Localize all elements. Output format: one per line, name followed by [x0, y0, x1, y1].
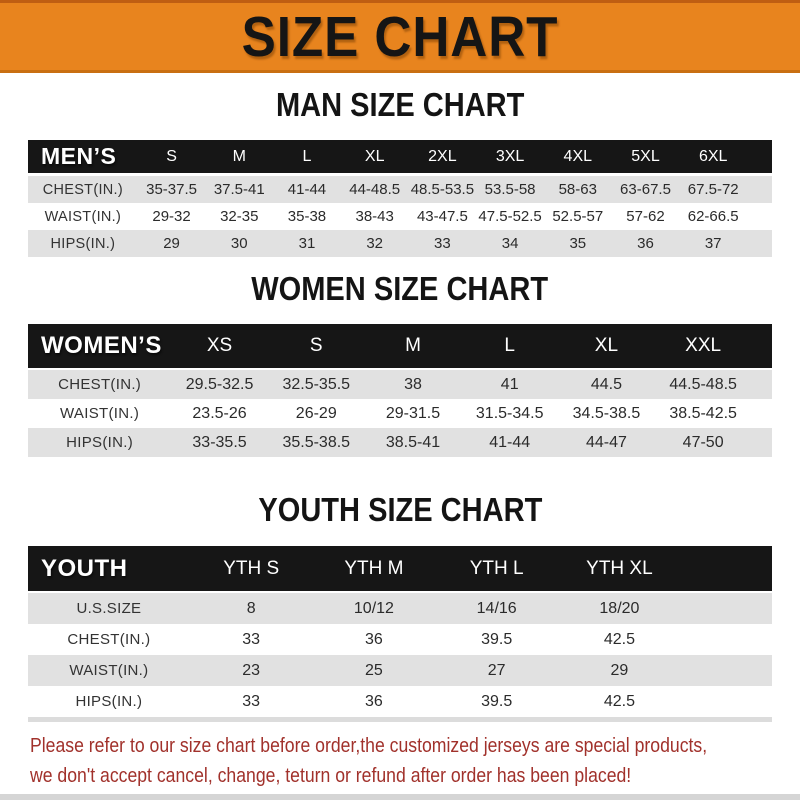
value-cell: 38-43: [355, 208, 394, 225]
value-cell: 67.5-72: [679, 175, 747, 204]
size-header-cell: S: [268, 324, 365, 369]
value-cell: 41-44: [461, 428, 558, 457]
value-cell: 30: [205, 230, 273, 257]
women-section-heading: [0, 272, 800, 306]
value-cell: 41: [461, 369, 558, 399]
value-cell: 29-32: [152, 208, 191, 225]
value-cell: 63-67.5: [612, 175, 680, 204]
value-cell: 29.5-32.5: [171, 369, 268, 399]
row-label-cell: HIPS(IN.): [28, 428, 171, 457]
value-cell: 37: [679, 230, 747, 257]
value-cell: 57-62: [626, 208, 665, 225]
row-label-cell: HIPS(IN.): [28, 230, 138, 257]
filler-cell: [681, 624, 772, 655]
row-label-cell: HIPS(IN.): [75, 693, 143, 710]
value-cell: 48.5-53.5: [409, 175, 477, 204]
value-cell: 53.5-58: [476, 175, 544, 204]
row-label-cell: WAIST(IN.): [60, 405, 140, 422]
women-section-heading-text: WOMEN SIZE CHART: [251, 270, 549, 307]
measurement-row: [28, 230, 772, 257]
footer-note-line-2: we don't accept cancel, change, teturn or refund after order has been placed!: [30, 764, 632, 787]
value-cell: 39.5: [481, 630, 513, 648]
value-cell: 35-37.5: [138, 175, 206, 204]
women-size-table: [28, 324, 772, 457]
value-cell: 33-35.5: [171, 428, 268, 457]
table-title-cell: MEN’S: [28, 140, 138, 175]
filler-cell: [752, 324, 773, 369]
value-cell: 42.5: [603, 630, 635, 648]
value-cell: 14/16: [435, 592, 558, 624]
value-cell: 47.5-52.5: [478, 208, 542, 225]
footer-note-line-1: Please refer to our size chart before order,the customized jerseys are special products,: [30, 734, 708, 757]
measurement-row: [28, 686, 772, 717]
value-cell: 44-48.5: [341, 175, 409, 204]
value-cell: 38.5-41: [365, 428, 462, 457]
filler-cell: [747, 140, 772, 175]
value-cell: 47-50: [655, 428, 752, 457]
value-cell: 33: [242, 692, 261, 710]
size-header-cell: XXL: [655, 324, 752, 369]
measurement-row: [28, 592, 772, 624]
size-header-cell: L: [273, 140, 341, 175]
value-cell: 27: [435, 655, 558, 686]
filler-cell: [681, 655, 772, 686]
footer-note: [0, 731, 800, 791]
men-section-heading-text: MAN SIZE CHART: [275, 86, 525, 123]
measurement-row: [28, 203, 772, 230]
banner-title: SIZE CHART: [241, 4, 559, 69]
value-cell: 26-29: [295, 404, 337, 422]
value-cell: 37.5-41: [205, 175, 273, 204]
size-header-cell: YTH M: [313, 546, 436, 592]
value-cell: 42.5: [603, 692, 635, 710]
size-header-cell: 2XL: [409, 140, 477, 175]
size-header-cell: S: [138, 140, 206, 175]
value-cell: 34.5-38.5: [572, 404, 641, 422]
youth-section-heading: [0, 493, 800, 527]
value-cell: 62-66.5: [687, 208, 739, 225]
size-header-cell: 6XL: [679, 140, 747, 175]
filler-cell: [681, 686, 772, 717]
table-header-row: [28, 546, 772, 592]
size-header-cell: 5XL: [612, 140, 680, 175]
size-header-cell: M: [365, 324, 462, 369]
filler-cell: [752, 428, 773, 457]
value-cell: 31: [273, 230, 341, 257]
value-cell: 32: [341, 230, 409, 257]
value-cell: 10/12: [313, 592, 436, 624]
value-cell: 18/20: [558, 592, 681, 624]
row-label-cell: U.S.SIZE: [28, 592, 190, 624]
value-cell: 32.5-35.5: [268, 369, 365, 399]
size-header-cell: XS: [171, 324, 268, 369]
measurement-row: [28, 655, 772, 686]
measurement-row: [28, 428, 772, 457]
table-title-cell: WOMEN’S: [28, 324, 171, 369]
value-cell: 44.5-48.5: [655, 369, 752, 399]
filler-cell: [752, 399, 773, 428]
value-cell: 41-44: [273, 175, 341, 204]
size-header-cell: 3XL: [476, 140, 544, 175]
filler-cell: [681, 592, 772, 624]
value-cell: 38: [365, 369, 462, 399]
value-cell: 52.5-57: [552, 208, 604, 225]
value-cell: 33: [409, 230, 477, 257]
row-label-cell: CHEST(IN.): [28, 369, 171, 399]
size-header-cell: YTH L: [435, 546, 558, 592]
value-cell: 23: [190, 655, 313, 686]
measurement-row: [28, 175, 772, 204]
youth-size-table: [28, 546, 772, 717]
value-cell: 25: [313, 655, 436, 686]
bottom-divider: [0, 794, 800, 800]
filler-cell: [681, 546, 772, 592]
value-cell: 32-35: [220, 208, 259, 225]
value-cell: 39.5: [481, 692, 513, 710]
row-label-cell: CHEST(IN.): [67, 631, 151, 648]
youth-table-bottom-divider: [28, 717, 772, 722]
filler-cell: [747, 175, 772, 204]
value-cell: 29: [138, 230, 206, 257]
value-cell: 33: [242, 630, 261, 648]
value-cell: 29-31.5: [385, 404, 441, 422]
value-cell: 43-47.5: [416, 208, 468, 225]
value-cell: 35-38: [287, 208, 327, 225]
row-label-cell: WAIST(IN.): [28, 655, 190, 686]
value-cell: 38.5-42.5: [669, 404, 737, 422]
size-header-cell: XL: [341, 140, 409, 175]
measurement-row: [28, 624, 772, 655]
measurement-row: [28, 369, 772, 399]
table-title-cell: YOUTH: [28, 546, 190, 592]
table-header-row: [28, 324, 772, 369]
size-chart-banner: [0, 0, 800, 73]
value-cell: 35: [544, 230, 612, 257]
size-header-cell: YTH S: [190, 546, 313, 592]
value-cell: 44-47: [558, 428, 655, 457]
value-cell: 23.5-26: [192, 404, 247, 422]
filler-cell: [747, 203, 772, 230]
size-header-cell: L: [461, 324, 558, 369]
men-size-table: [28, 140, 772, 257]
value-cell: 36: [612, 230, 680, 257]
row-label-cell: WAIST(IN.): [44, 208, 122, 225]
youth-section-heading-text: YOUTH SIZE CHART: [258, 491, 542, 528]
measurement-row: [28, 399, 772, 428]
men-section-heading: [0, 88, 800, 122]
value-cell: 58-63: [544, 175, 612, 204]
value-cell: 8: [190, 592, 313, 624]
filler-cell: [752, 369, 773, 399]
value-cell: 29: [558, 655, 681, 686]
value-cell: 36: [365, 692, 383, 710]
table-header-row: [28, 140, 772, 175]
size-header-cell: YTH XL: [558, 546, 681, 592]
value-cell: 34: [476, 230, 544, 257]
filler-cell: [747, 230, 772, 257]
size-header-cell: 4XL: [544, 140, 612, 175]
value-cell: 44.5: [558, 369, 655, 399]
size-header-cell: M: [205, 140, 273, 175]
row-label-cell: CHEST(IN.): [28, 175, 138, 204]
value-cell: 31.5-34.5: [475, 404, 544, 422]
size-header-cell: XL: [558, 324, 655, 369]
value-cell: 35.5-38.5: [268, 428, 365, 457]
value-cell: 36: [365, 630, 383, 648]
